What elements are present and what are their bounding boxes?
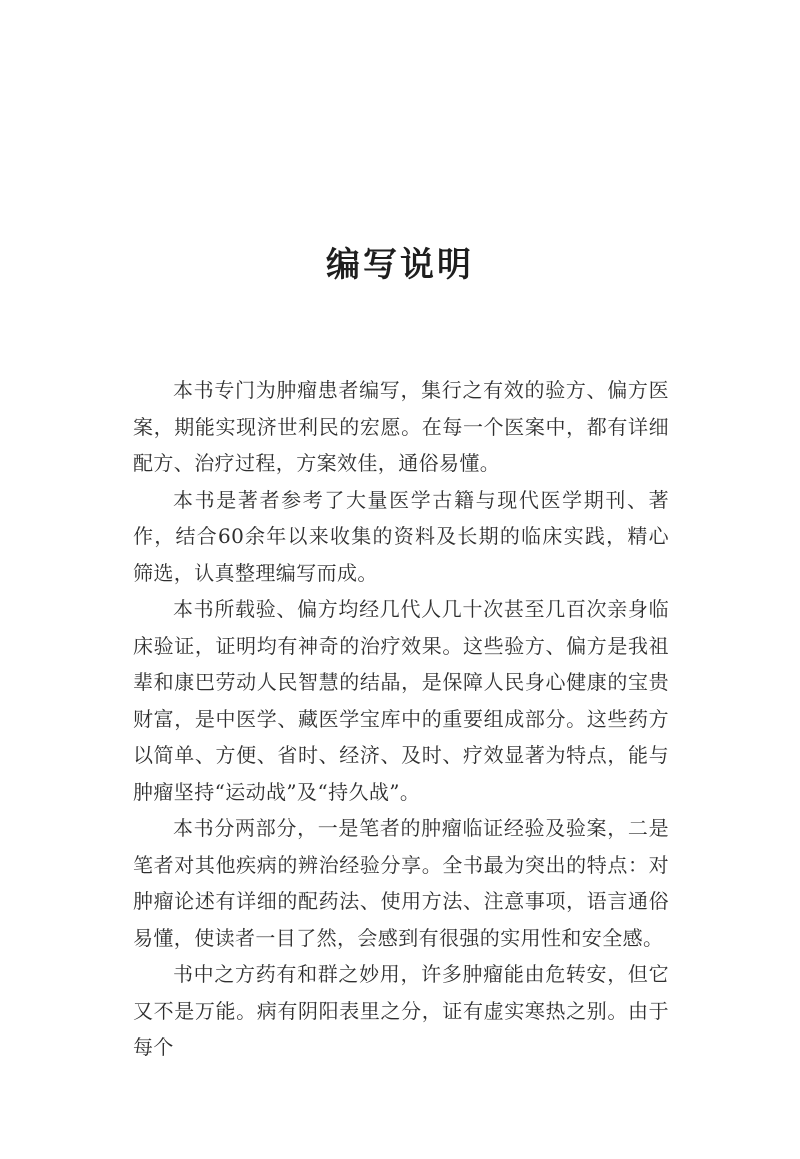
paragraph-2: 本书是著者参考了大量医学古籍与现代医学期刊、著作，结合60余年以来收集的资料及长期的临床实践，精心筛选，认真整理编写而成。 <box>133 487 669 585</box>
paragraph-3: 本书所载验、偏方均经几代人几十次甚至几百次亲身临床验证，证明均有神奇的治疗效果。这些验方、偏方是我祖辈和康巴劳动人民智慧的结晶，是保障人民身心健康的宝贵财富，是中医学、藏医学宝库中的重要组成部分。这些药方以简单、方便、省时、经济、及时、疗效显著为特点，能与肿瘤坚持“运动战”及“持久战”。 <box>133 597 669 804</box>
page-title: 编写说明 <box>326 245 474 285</box>
body-text <box>133 372 669 1066</box>
paragraph-1: 本书专门为肿瘤患者编写，集行之有效的验方、偏方医案，期能实现济世利民的宏愿。在每一个医案中，都有详细配方、治疗过程，方案效佳，通俗易懂。 <box>133 378 669 475</box>
paragraph-4: 本书分两部分，一是笔者的肿瘤临证经验及验案，二是笔者对其他疾病的辨治经验分享。全书最为突出的特点：对肿瘤论述有详细的配药法、使用方法、注意事项，语言通俗易懂，使读者一目了然，会感到有很强的实用性和安全感。 <box>133 816 669 950</box>
paragraph-5: 书中之方药有和群之妙用，许多肿瘤能由危转安，但它又不是万能。病有阴阳表里之分，证有虚实寒热之别。由于每个 <box>133 962 669 1059</box>
